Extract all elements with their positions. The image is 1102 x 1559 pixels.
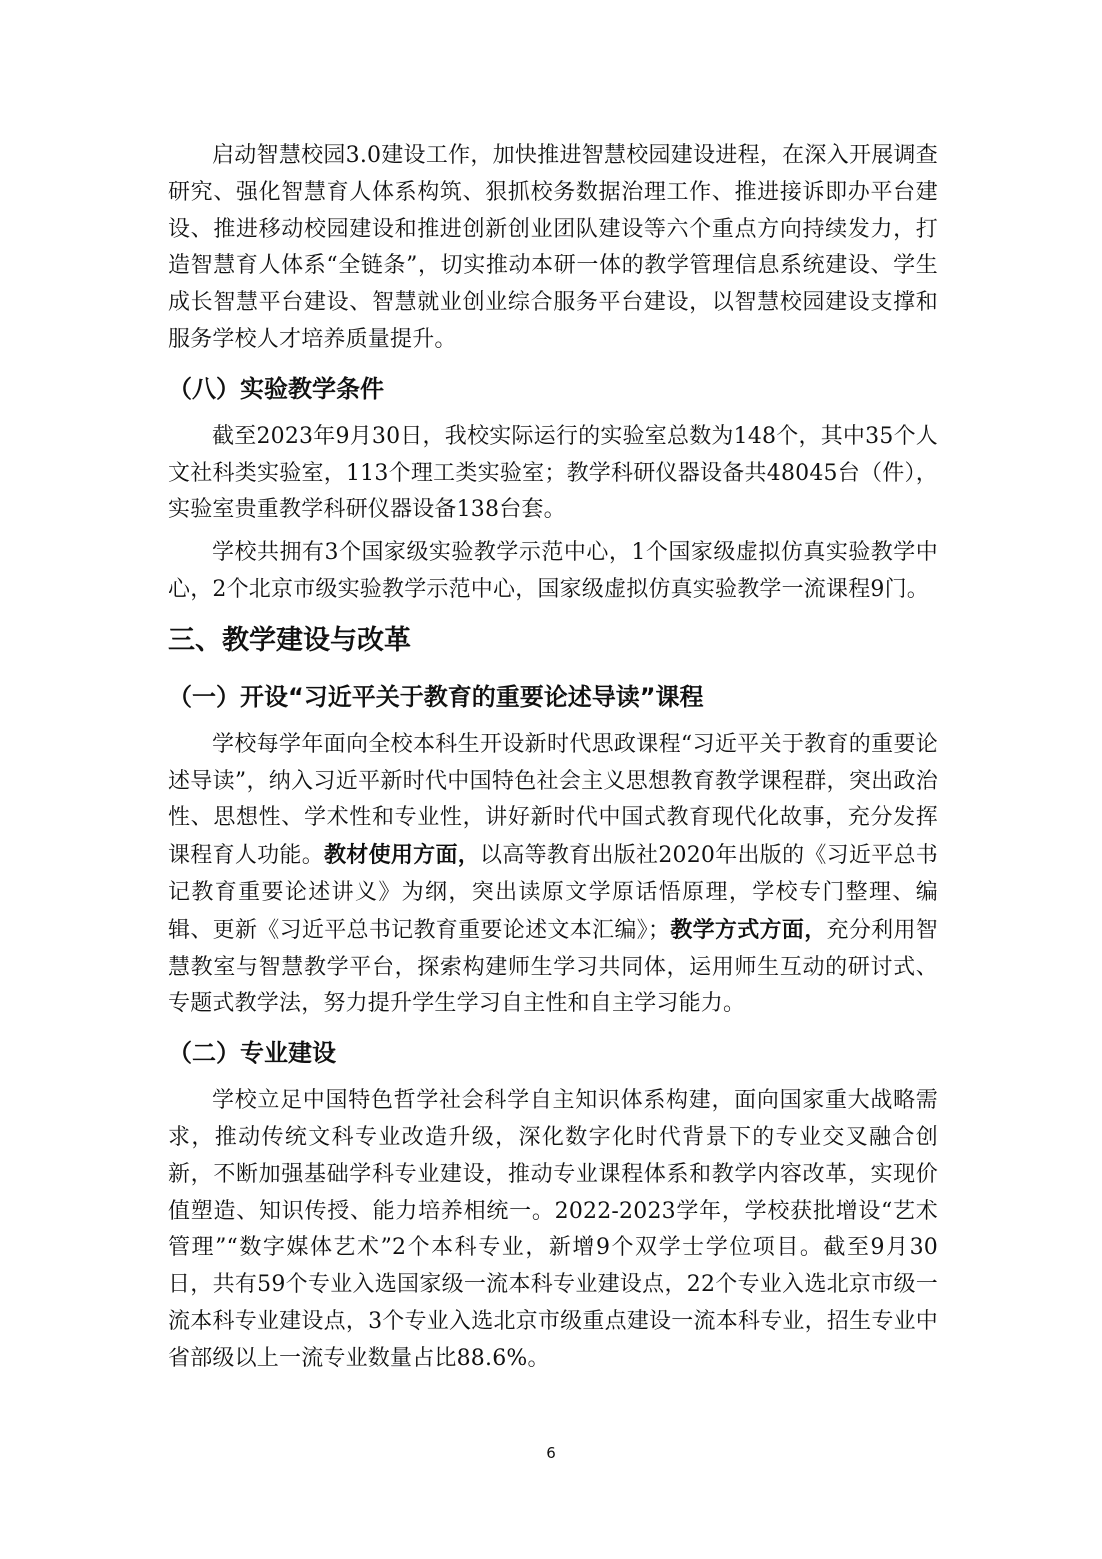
page-number: 6 (546, 1444, 556, 1462)
paragraph-smart-campus: 启动智慧校园3.0建设工作，加快推进智慧校园建设进程，在深入开展调查研究、强化智慧育人体系构筑、狠抓校务数据治理工作、推进接诉即办平台建设、推进移动校园建设和推进创新创业团队建设等六个重点方向持续发力，打造智慧育人体系“全链条”，切实推动本研一体的教学管理信息系统建设、学生成长智慧平台建设、智慧就业创业综合服务平台建设，以智慧校园建设支撑和服务学校人才培养质量提升。 (168, 143, 938, 352)
paragraph-lab-centers: 学校共拥有3个国家级实验教学示范中心，1个国家级虚拟仿真实验教学中心，2个北京市级实验教学示范中心，国家级虚拟仿真实验教学一流课程9门。 (168, 540, 938, 602)
page-content (168, 138, 938, 1378)
textbook-usage-text: 以高等教育出版社2020年出版的《习近平总书记教育重要论述讲义》为纲，突出读原文学原话悟原理，学校专门整理、编辑、更新《习近平总书记教育重要论述文本汇编》； (168, 843, 938, 943)
paragraph-major-construction: 学校立足中国特色哲学社会科学自主知识体系构建，面向国家重大战略需求，推动传统文科专业改造升级，深化数字化时代背景下的专业交叉融合创新，不断加强基础学科专业建设，推动专业课程体系和教学内容改革，实现价值塑造、知识传授、能力培养相统一。2022-2023学年，学校获批增设“艺术管理”“数字媒体艺术”2个本科专业，新增9个双学士学位项目。截至9月30日，共有59个专业入选国家级一流本科专业建设点，22个专业入选北京市级一流本科专业建设点，3个专业入选北京市级重点建设一流本科专业，招生专业中省部级以上一流专业数量占比88.6%。 (168, 1088, 938, 1371)
paragraph-lab-stats: 截至2023年9月30日，我校实际运行的实验室总数为148个，其中35个人文社科类实验室，113个理工类实验室；教学科研仪器设备共48045台（件），实验室贵重教学科研仪器设备138台套。 (168, 423, 938, 523)
course-intro-text: 学校每学年面向全校本科生开设新时代思政课程“习近平关于教育的重要论述导读”，纳入习近平新时代中国特色社会主义思想教育教学课程群，突出政治性、思想性、学术性和专业性，讲好新时代中国式教育现代化故事，充分发挥课程育人功能。 (168, 731, 938, 869)
paragraph-course (168, 727, 938, 1023)
heading-course: （一）开设“习近平关于教育的重要论述导读”课程 (168, 682, 704, 711)
heading-lab-conditions: （八）实验教学条件 (168, 374, 384, 403)
heading-section-3: 三、教学建设与改革 (168, 624, 411, 656)
textbook-usage-label: 教材使用方面， (324, 842, 481, 869)
teaching-method-label: 教学方式方面， (670, 916, 827, 943)
teaching-method-text: 充分利用智慧教室与智慧教学平台，探索构建师生学习共同体，运用师生互动的研讨式、专题式教学法，努力提升学生学习自主性和自主学习能力。 (168, 917, 938, 1017)
heading-major-construction: （二）专业建设 (168, 1039, 336, 1068)
